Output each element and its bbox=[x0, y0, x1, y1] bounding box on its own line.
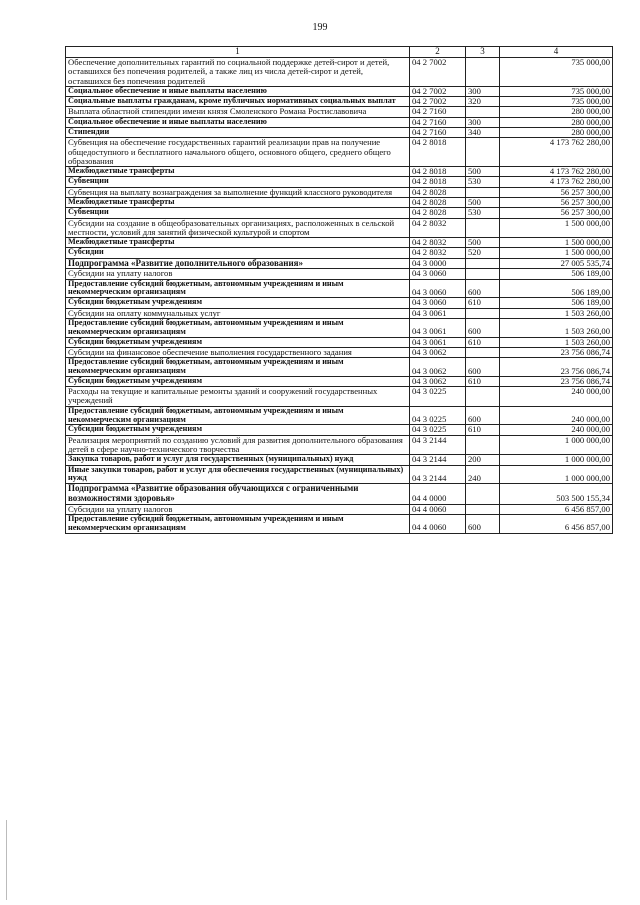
row-amount: 1 000 000,00 bbox=[500, 465, 613, 484]
table-row bbox=[66, 238, 613, 248]
header-col-3: 3 bbox=[466, 47, 500, 58]
row-amount: 6 456 857,00 bbox=[500, 515, 613, 534]
row-expense-type: 610 bbox=[466, 425, 500, 435]
row-code: 04 2 8032 bbox=[410, 218, 466, 238]
row-name: Субсидии бюджетным учреждениям bbox=[66, 425, 410, 435]
header-col-1: 1 bbox=[66, 47, 410, 58]
row-amount: 4 173 762 280,00 bbox=[500, 177, 613, 187]
row-amount: 56 257 300,00 bbox=[500, 208, 613, 218]
table-row bbox=[66, 504, 613, 514]
row-amount: 4 173 762 280,00 bbox=[500, 138, 613, 167]
table-row bbox=[66, 218, 613, 238]
row-amount: 1 500 000,00 bbox=[500, 248, 613, 258]
row-name: Предоставление субсидий бюджетным, автономным учреждениям и иным некоммерческим организациям bbox=[66, 515, 410, 534]
table-row bbox=[66, 187, 613, 197]
row-expense-type: 500 bbox=[466, 167, 500, 177]
table-row bbox=[66, 127, 613, 137]
table-row bbox=[66, 269, 613, 279]
row-code: 04 2 7160 bbox=[410, 117, 466, 127]
row-amount: 506 189,00 bbox=[500, 269, 613, 279]
row-name: Закупка товаров, работ и услуг для государственных (муниципальных) нужд bbox=[66, 455, 410, 465]
row-name: Предоставление субсидий бюджетным, автономным учреждениям и иным некоммерческим организациям bbox=[66, 406, 410, 425]
table-row bbox=[66, 347, 613, 357]
row-code: 04 3 0062 bbox=[410, 358, 466, 377]
row-name: Субсидии бюджетным учреждениям bbox=[66, 298, 410, 308]
row-expense-type: 240 bbox=[466, 465, 500, 484]
row-expense-type bbox=[466, 504, 500, 514]
row-code: 04 2 7002 bbox=[410, 58, 466, 87]
table-row bbox=[66, 197, 613, 207]
row-amount: 1 000 000,00 bbox=[500, 435, 613, 455]
row-code: 04 2 8018 bbox=[410, 138, 466, 167]
row-amount: 1 000 000,00 bbox=[500, 455, 613, 465]
row-expense-type: 530 bbox=[466, 177, 500, 187]
row-code: 04 3 0225 bbox=[410, 425, 466, 435]
row-amount: 56 257 300,00 bbox=[500, 187, 613, 197]
row-amount: 27 005 535,74 bbox=[500, 258, 613, 269]
page-number: 199 bbox=[312, 22, 328, 33]
row-expense-type: 300 bbox=[466, 117, 500, 127]
row-name: Предоставление субсидий бюджетным, автономным учреждениям и иным некоммерческим организациям bbox=[66, 358, 410, 377]
row-name: Субвенция на выплату вознаграждения за выполнение функций классного руководителя bbox=[66, 187, 410, 197]
margin-mark bbox=[6, 820, 8, 900]
table-body bbox=[66, 58, 613, 534]
row-name: Субсидии на создание в общеобразовательных организациях, расположенных в сельской местности, условий для занятий физической культурой и спортом bbox=[66, 218, 410, 238]
row-expense-type bbox=[466, 484, 500, 504]
row-code: 04 3 0061 bbox=[410, 318, 466, 337]
row-name: Субсидии на уплату налогов bbox=[66, 504, 410, 514]
row-name: Субсидии бюджетным учреждениям bbox=[66, 376, 410, 386]
row-code: 04 4 0060 bbox=[410, 515, 466, 534]
row-expense-type: 610 bbox=[466, 298, 500, 308]
row-expense-type: 600 bbox=[466, 406, 500, 425]
row-code: 04 3 0060 bbox=[410, 279, 466, 298]
table-row bbox=[66, 435, 613, 455]
row-name: Субсидии бюджетным учреждениям bbox=[66, 337, 410, 347]
table-header-row bbox=[66, 47, 613, 58]
row-name: Предоставление субсидий бюджетным, автономным учреждениям и иным некоммерческим организациям bbox=[66, 279, 410, 298]
row-name: Социальное обеспечение и иные выплаты населению bbox=[66, 86, 410, 96]
row-name: Межбюджетные трансферты bbox=[66, 167, 410, 177]
row-code: 04 3 0061 bbox=[410, 308, 466, 318]
row-amount: 735 000,00 bbox=[500, 58, 613, 87]
table-row bbox=[66, 248, 613, 258]
row-code: 04 2 8032 bbox=[410, 238, 466, 248]
table-row bbox=[66, 279, 613, 298]
table-row bbox=[66, 117, 613, 127]
row-name: Подпрограмма «Развитие дополнительного образования» bbox=[66, 258, 410, 269]
table-row bbox=[66, 387, 613, 407]
row-name: Субсидии на финансовое обеспечение выполнения государственного задания bbox=[66, 347, 410, 357]
table-row bbox=[66, 376, 613, 386]
row-amount: 23 756 086,74 bbox=[500, 358, 613, 377]
row-amount: 56 257 300,00 bbox=[500, 197, 613, 207]
row-code: 04 3 0062 bbox=[410, 347, 466, 357]
row-name: Подпрограмма «Развитие образования обучающихся с ограниченными возможностями здоровья» bbox=[66, 484, 410, 504]
row-expense-type bbox=[466, 58, 500, 87]
row-name: Расходы на текущие и капитальные ремонты зданий и сооружений государственных учреждений bbox=[66, 387, 410, 407]
row-expense-type: 520 bbox=[466, 248, 500, 258]
row-name: Стипендии bbox=[66, 127, 410, 137]
table-row bbox=[66, 167, 613, 177]
row-name: Субвенции bbox=[66, 177, 410, 187]
row-code: 04 3 0225 bbox=[410, 387, 466, 407]
row-amount: 240 000,00 bbox=[500, 425, 613, 435]
table-row bbox=[66, 138, 613, 167]
row-expense-type bbox=[466, 187, 500, 197]
row-amount: 506 189,00 bbox=[500, 298, 613, 308]
row-code: 04 2 8028 bbox=[410, 208, 466, 218]
row-code: 04 2 8028 bbox=[410, 197, 466, 207]
row-amount: 735 000,00 bbox=[500, 97, 613, 107]
table-row bbox=[66, 337, 613, 347]
row-code: 04 3 2144 bbox=[410, 455, 466, 465]
row-name: Субвенции bbox=[66, 208, 410, 218]
row-expense-type bbox=[466, 107, 500, 117]
row-code: 04 3 0062 bbox=[410, 376, 466, 386]
row-expense-type: 530 bbox=[466, 208, 500, 218]
table-row bbox=[66, 358, 613, 377]
row-name: Межбюджетные трансферты bbox=[66, 197, 410, 207]
table-row bbox=[66, 258, 613, 269]
row-name: Субсидии на уплату налогов bbox=[66, 269, 410, 279]
row-name: Обеспечение дополнительных гарантий по социальной поддержке детей-сирот и детей, оставшихся без попечения родителей, а также лиц из числа детей-сирот и детей, оставшихся без попечения родителей bbox=[66, 58, 410, 87]
row-code: 04 3 0060 bbox=[410, 298, 466, 308]
table-row bbox=[66, 86, 613, 96]
row-name: Выплата областной стипендии имени князя Смоленского Романа Ростиславовича bbox=[66, 107, 410, 117]
row-expense-type: 300 bbox=[466, 86, 500, 96]
table-row bbox=[66, 406, 613, 425]
row-amount: 1 503 260,00 bbox=[500, 308, 613, 318]
row-code: 04 3 2144 bbox=[410, 465, 466, 484]
row-amount: 503 500 155,34 bbox=[500, 484, 613, 504]
row-name: Субвенция на обеспечение государственных гарантий реализации прав на получение общедоступного и бесплатного начального общего, основного общего, среднего общего образования bbox=[66, 138, 410, 167]
row-amount: 280 000,00 bbox=[500, 117, 613, 127]
row-expense-type: 600 bbox=[466, 318, 500, 337]
row-code: 04 3 0225 bbox=[410, 406, 466, 425]
row-code: 04 2 7002 bbox=[410, 86, 466, 96]
row-name: Субсидии на оплату коммунальных услуг bbox=[66, 308, 410, 318]
row-amount: 1 503 260,00 bbox=[500, 337, 613, 347]
row-expense-type: 500 bbox=[466, 197, 500, 207]
row-expense-type: 200 bbox=[466, 455, 500, 465]
header-col-4: 4 bbox=[500, 47, 613, 58]
row-amount: 6 456 857,00 bbox=[500, 504, 613, 514]
row-expense-type: 600 bbox=[466, 279, 500, 298]
header-col-2: 2 bbox=[410, 47, 466, 58]
row-expense-type bbox=[466, 308, 500, 318]
row-name: Предоставление субсидий бюджетным, автономным учреждениям и иным некоммерческим организациям bbox=[66, 318, 410, 337]
row-amount: 280 000,00 bbox=[500, 127, 613, 137]
budget-table bbox=[65, 46, 613, 534]
row-expense-type: 340 bbox=[466, 127, 500, 137]
row-amount: 240 000,00 bbox=[500, 406, 613, 425]
row-code: 04 2 8018 bbox=[410, 167, 466, 177]
row-amount: 240 000,00 bbox=[500, 387, 613, 407]
row-name: Субсидии bbox=[66, 248, 410, 258]
row-name: Иные закупки товаров, работ и услуг для обеспечения государственных (муниципальных) нужд bbox=[66, 465, 410, 484]
row-name: Социальные выплаты гражданам, кроме публичных нормативных социальных выплат bbox=[66, 97, 410, 107]
row-code: 04 2 7160 bbox=[410, 127, 466, 137]
row-expense-type bbox=[466, 138, 500, 167]
row-amount: 23 756 086,74 bbox=[500, 376, 613, 386]
row-code: 04 2 8032 bbox=[410, 248, 466, 258]
row-amount: 280 000,00 bbox=[500, 107, 613, 117]
table-row bbox=[66, 208, 613, 218]
row-code: 04 3 0061 bbox=[410, 337, 466, 347]
row-expense-type: 600 bbox=[466, 515, 500, 534]
row-expense-type bbox=[466, 435, 500, 455]
row-code: 04 2 7160 bbox=[410, 107, 466, 117]
row-amount: 1 500 000,00 bbox=[500, 218, 613, 238]
row-amount: 4 173 762 280,00 bbox=[500, 167, 613, 177]
row-amount: 1 503 260,00 bbox=[500, 318, 613, 337]
table-row bbox=[66, 484, 613, 504]
row-expense-type: 500 bbox=[466, 238, 500, 248]
table-row bbox=[66, 58, 613, 87]
row-amount: 1 500 000,00 bbox=[500, 238, 613, 248]
table-row bbox=[66, 97, 613, 107]
table-row bbox=[66, 308, 613, 318]
row-expense-type bbox=[466, 347, 500, 357]
row-code: 04 2 7002 bbox=[410, 97, 466, 107]
row-expense-type: 600 bbox=[466, 358, 500, 377]
row-name: Межбюджетные трансферты bbox=[66, 238, 410, 248]
row-expense-type bbox=[466, 387, 500, 407]
row-code: 04 2 8028 bbox=[410, 187, 466, 197]
row-amount: 735 000,00 bbox=[500, 86, 613, 96]
row-expense-type: 610 bbox=[466, 376, 500, 386]
table-row bbox=[66, 318, 613, 337]
row-amount: 506 189,00 bbox=[500, 279, 613, 298]
row-code: 04 3 0060 bbox=[410, 269, 466, 279]
row-amount: 23 756 086,74 bbox=[500, 347, 613, 357]
row-code: 04 4 0060 bbox=[410, 504, 466, 514]
table-row bbox=[66, 177, 613, 187]
row-code: 04 3 0000 bbox=[410, 258, 466, 269]
row-expense-type: 320 bbox=[466, 97, 500, 107]
row-code: 04 3 2144 bbox=[410, 435, 466, 455]
row-name: Реализация мероприятий по созданию условий для развития дополнительного образования детей в сфере научно-технического творчества bbox=[66, 435, 410, 455]
row-expense-type: 610 bbox=[466, 337, 500, 347]
row-name: Социальное обеспечение и иные выплаты населению bbox=[66, 117, 410, 127]
row-code: 04 4 0000 bbox=[410, 484, 466, 504]
table-row bbox=[66, 107, 613, 117]
row-expense-type bbox=[466, 258, 500, 269]
table-row bbox=[66, 455, 613, 465]
table-row bbox=[66, 298, 613, 308]
row-expense-type bbox=[466, 218, 500, 238]
table-row bbox=[66, 515, 613, 534]
table-row bbox=[66, 465, 613, 484]
table-row bbox=[66, 425, 613, 435]
row-code: 04 2 8018 bbox=[410, 177, 466, 187]
row-expense-type bbox=[466, 269, 500, 279]
